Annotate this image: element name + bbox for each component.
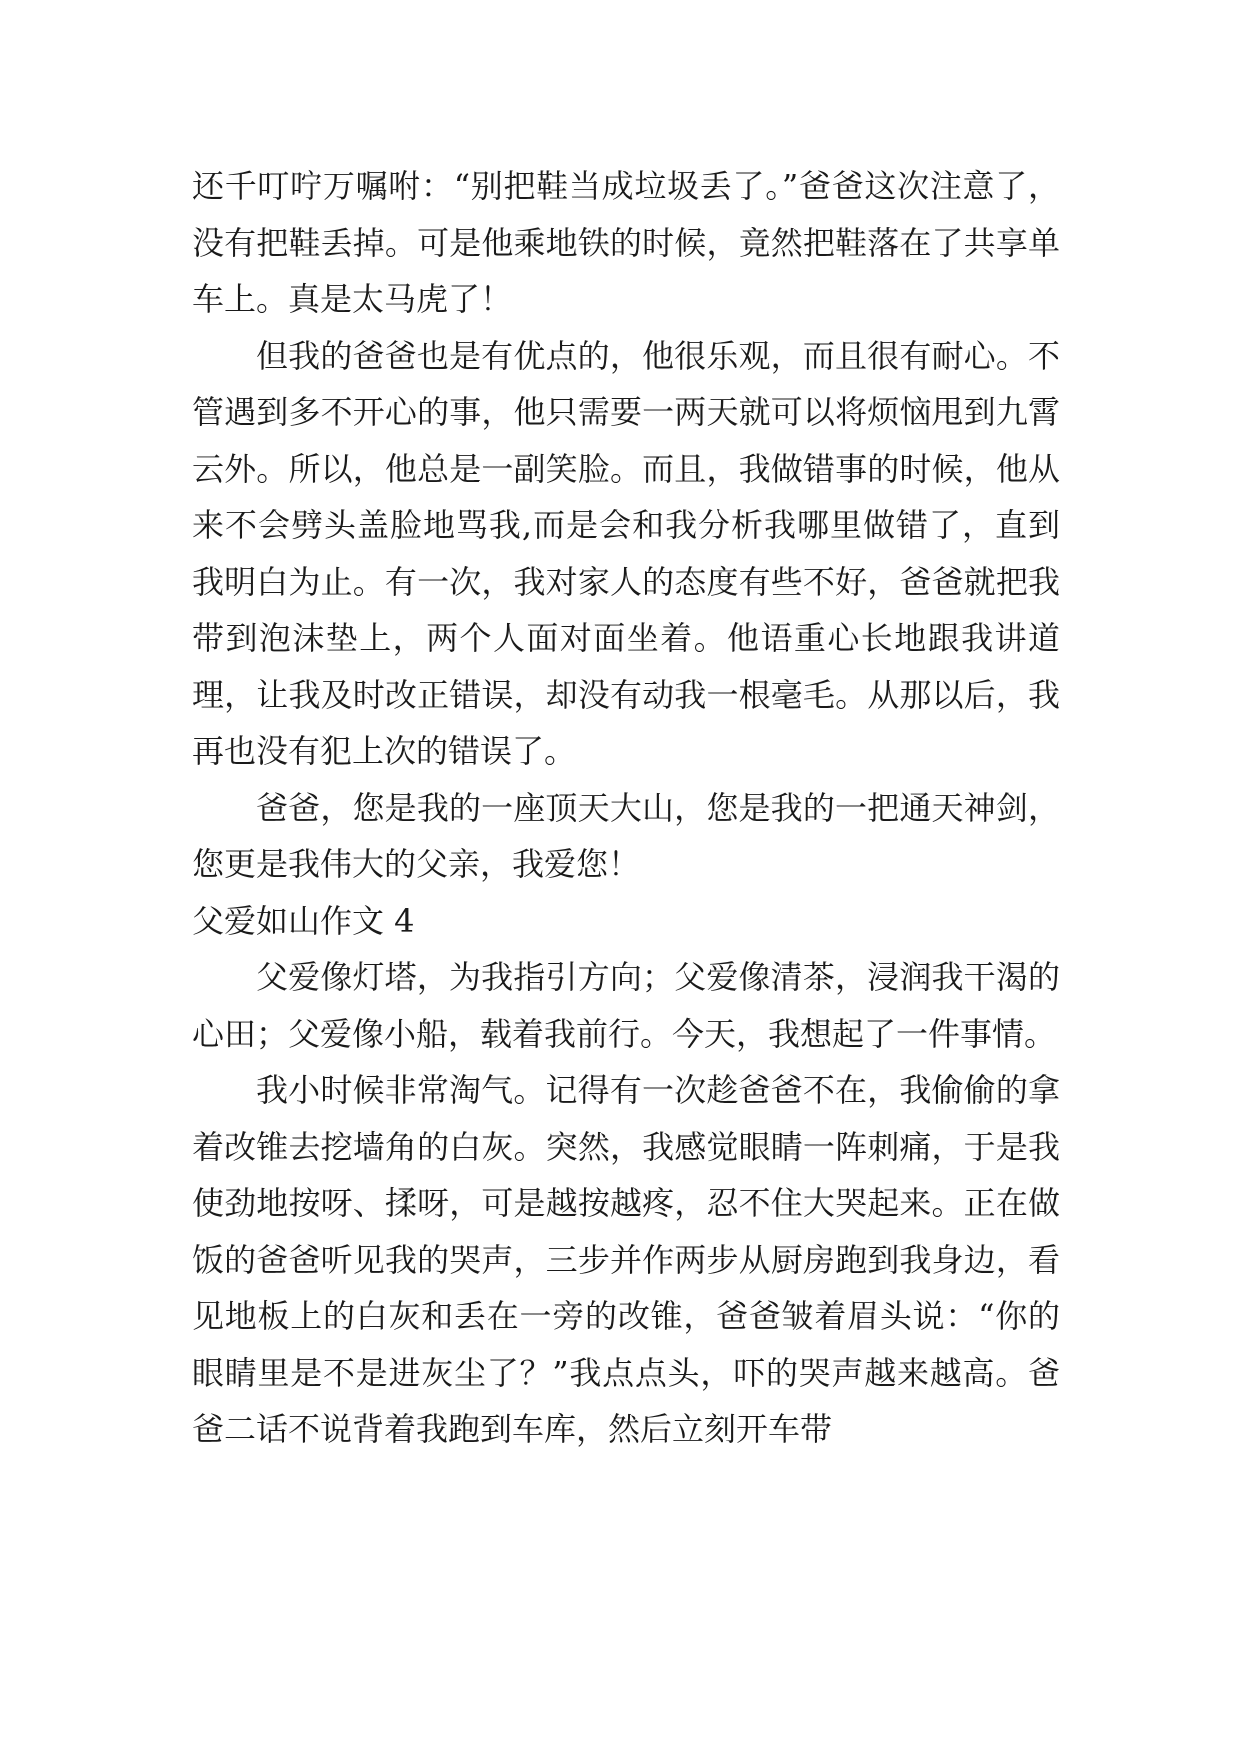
- paragraph-continuation: 还千叮咛万嘱咐：“别把鞋当成垃圾丢了。”爸爸这次注意了，没有把鞋丢掉。可是他乘地铁的时候，竟然把鞋落在了共享单车上。真是太马虎了！: [192, 167, 1060, 318]
- document-body: [192, 158, 1060, 1458]
- paragraph-story: 我小时候非常淘气。记得有一次趁爸爸不在，我偷偷的拿着改锥去挖墙角的白灰。突然，我感觉眼睛一阵刺痛，于是我使劲地按呀、揉呀，可是越按越疼，忍不住大哭起来。正在做饭的爸爸听见我的哭声，三步并作两步从厨房跑到我身边，看见地板上的白灰和丢在一旁的改锥，爸爸皱着眉头说：“你的眼睛里是不是进灰尘了？”我点点头，吓的哭声越来越高。爸爸二话不说背着我跑到车库，然后立刻开车带: [192, 1071, 1060, 1448]
- paragraph-father-virtues: 但我的爸爸也是有优点的，他很乐观，而且很有耐心。不管遇到多不开心的事，他只需要一两天就可以将烦恼甩到九霄云外。所以，他总是一副笑脸。而且，我做错事的时候，他从来不会劈头盖脸地骂我,而是会和我分析我哪里做错了，直到我明白为止。有一次，我对家人的态度有些不好，爸爸就把我带到泡沫垫上，两个人面对面坐着。他语重心长地跟我讲道理，让我及时改正错误，却没有动我一根毫毛。从那以后，我再也没有犯上次的错误了。: [192, 336, 1060, 770]
- paragraph-intro: 父爱像灯塔，为我指引方向；父爱像清茶，浸润我干渴的心田；父爱像小船，载着我前行。今天，我想起了一件事情。: [192, 958, 1060, 1053]
- paragraph-closing: 爸爸，您是我的一座顶天大山，您是我的一把通天神剑，您更是我伟大的父亲，我爱您！: [192, 788, 1060, 883]
- section-heading: 父爱如山作文 4: [192, 901, 415, 940]
